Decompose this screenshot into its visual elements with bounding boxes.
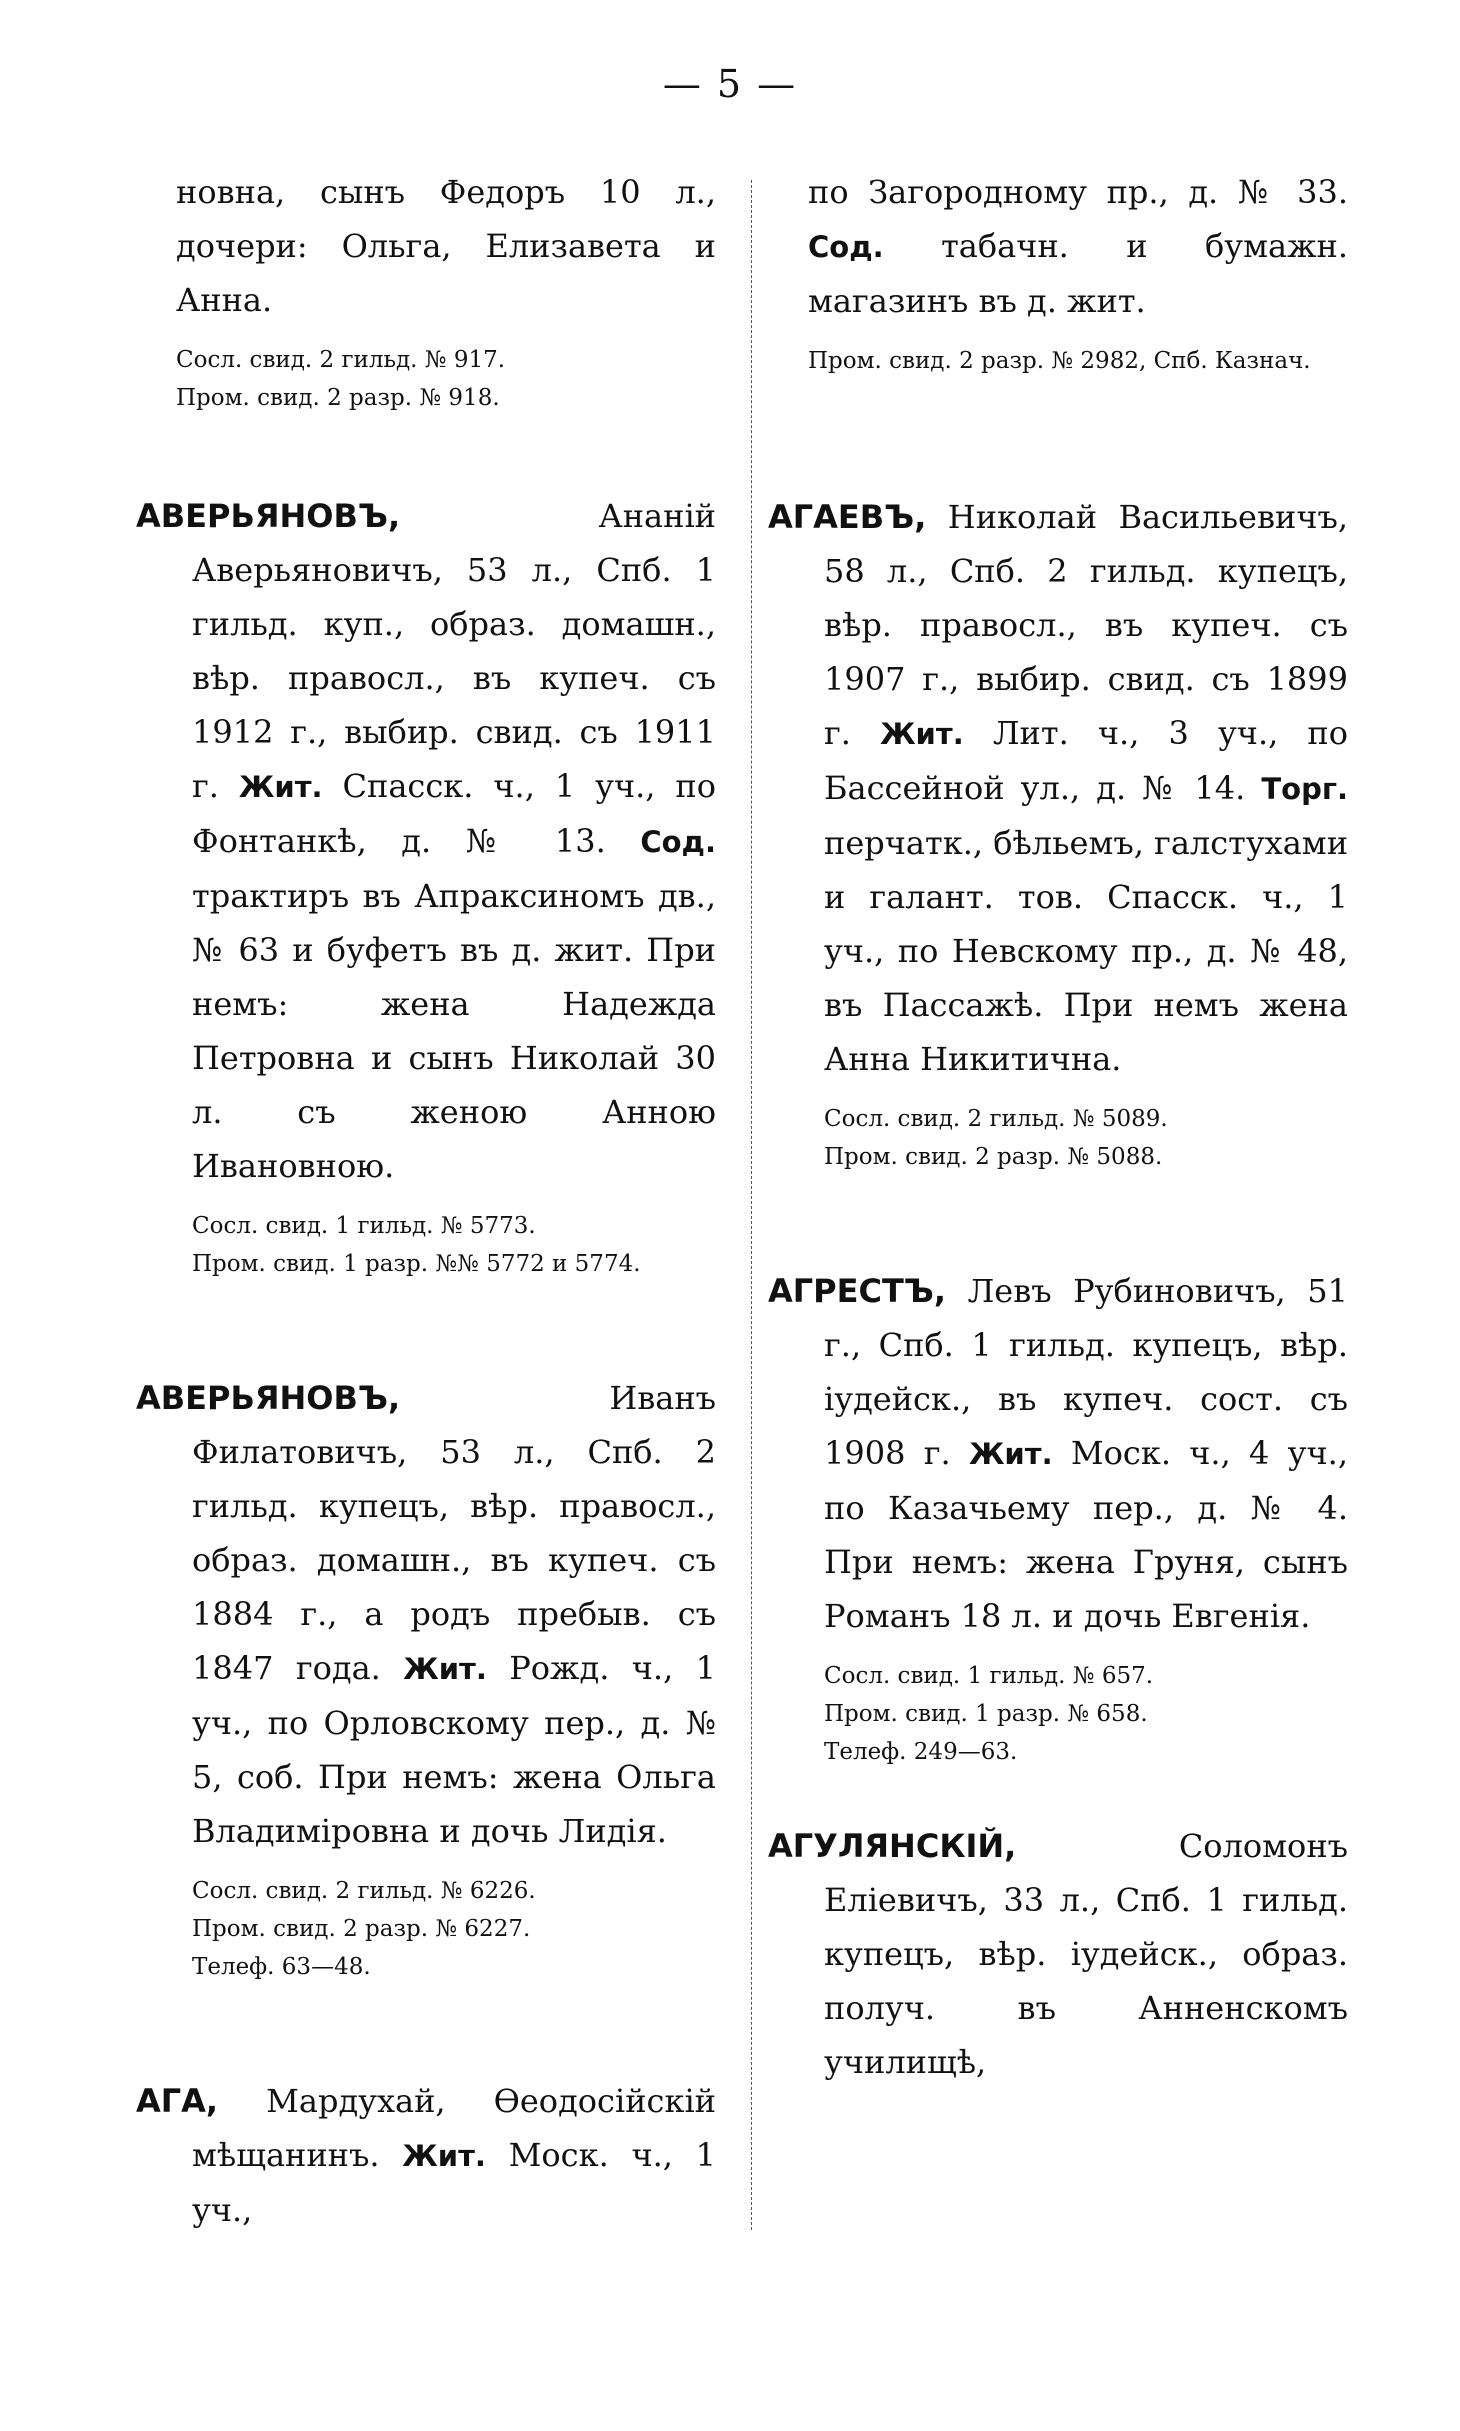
keyword-residence: Жит. xyxy=(968,1437,1053,1471)
entry-surname: АВЕРЬЯНОВЪ, xyxy=(136,1379,401,1417)
entry-text-part: Соломонъ Еліевичъ, 33 л., Спб. 1 гильд. купецъ, вѣр. іудейск., образ. получ. въ Анненскомъ училищѣ, xyxy=(824,1827,1348,2081)
entry-agaev xyxy=(768,490,1348,1176)
entry-surname: АГА, xyxy=(136,2082,219,2120)
entry-text xyxy=(768,1819,1348,2089)
entry-text-part: Левъ Рубиновичъ, 51 г., Спб. 1 гильд. купецъ, вѣр. іудейск., въ купеч. сост. съ 1908 г. xyxy=(824,1272,1348,1472)
entry-text-part: Ананій Аверьяновичъ, 53 л., Спб. 1 гильд. куп., образ. домашн., вѣр. правосл., въ купеч. съ 1912 г., выбир. свид. съ 1911 г. xyxy=(192,497,716,805)
entry-text xyxy=(768,165,1348,328)
entry-text: новна, сынъ Федоръ 10 л., дочери: Ольга, Елизавета и Анна. xyxy=(176,173,716,319)
note-line: Пром. свид. 2 разр. № 2982, Спб. Казнач. xyxy=(808,348,1311,374)
keyword-business: Сод. xyxy=(808,230,884,264)
entry-agulyanskiy xyxy=(768,1819,1348,2089)
entry-text xyxy=(136,1371,716,1858)
entry-text-part: Моск. ч., 4 уч., по Казачьему пер., д. № 4. При немъ: жена Груня, сынъ Романъ 18 л. и дочь Евгенія. xyxy=(824,1434,1349,1635)
entry-text-part: Рожд. ч., 1 уч., по Орловскому пер., д. № 5, соб. При немъ: жена Ольга Владиміровна и дочь Лидія. xyxy=(192,1649,716,1850)
entry-text xyxy=(136,2074,716,2237)
entry-averyanov-ivan xyxy=(136,1371,716,1986)
note-line: Сосл. свид. 2 гильд. № 917. xyxy=(176,347,506,373)
note-line: Пром. свид. 1 разр. №№ 5772 и 5774. xyxy=(192,1251,641,1277)
entry-surname: АГУЛЯНСКІЙ, xyxy=(768,1827,1017,1865)
entry-text-part: перчатк., бѣльемъ, галстухами и галант. тов. Спасск. ч., 1 уч., по Невскому пр., д. № 48, въ Пассажѣ. При немъ жена Анна Никитична. xyxy=(824,824,1349,1078)
note-line: Телеф. 63—48. xyxy=(192,1954,371,1980)
entry-text-part: Лит. ч., 3 уч., по Бассейной ул., д. № 14. xyxy=(824,714,1349,807)
keyword-residence: Жит. xyxy=(402,2139,486,2173)
entry-text-part: трактиръ въ Апраксиномъ дв., № 63 и буфетъ въ д. жит. При немъ: жена Надежда Петровна и сынъ Николай 30 л. съ женою Анною Ивановною. xyxy=(192,877,716,1185)
entry-text xyxy=(768,490,1348,1086)
entry-text-part: Николай Васильевичъ, 58 л., Спб. 2 гильд. купецъ, вѣр. правосл., въ купеч. съ 1907 г., выбир. свид. съ 1899 г. xyxy=(824,498,1348,752)
entry-surname: АГАЕВЪ, xyxy=(768,498,927,536)
keyword-residence: Жит. xyxy=(403,1652,487,1686)
entry-surname: АВЕРЬЯНОВЪ, xyxy=(136,497,401,535)
entry-notes xyxy=(768,1657,1348,1771)
entry-text-part: по Загородному пр., д. № 33. xyxy=(808,173,1348,211)
left-column xyxy=(136,165,716,2237)
entry-text-part: Спасск. ч., 1 уч., по Фонтанкѣ, д. № 13. xyxy=(192,767,716,860)
entry-notes xyxy=(136,1872,716,1986)
note-line: Пром. свид. 2 разр. № 6227. xyxy=(192,1916,531,1942)
entry-notes xyxy=(136,341,716,417)
entry-averyanov-ananiy xyxy=(136,489,716,1283)
entry-text xyxy=(768,1264,1348,1643)
entry-continuation-right xyxy=(768,165,1348,380)
entry-notes xyxy=(768,342,1348,380)
note-line: Пром. свид. 1 разр. № 658. xyxy=(824,1701,1148,1727)
entry-continuation-left xyxy=(136,165,716,417)
note-line: Пром. свид. 2 разр. № 918. xyxy=(176,385,500,411)
note-line: Телеф. 249—63. xyxy=(824,1739,1018,1765)
note-line: Сосл. свид. 2 гильд. № 6226. xyxy=(192,1878,536,1904)
entry-surname: АГРЕСТЪ, xyxy=(768,1272,946,1310)
note-line: Пром. свид. 2 разр. № 5088. xyxy=(824,1144,1163,1170)
keyword-trade: Торг. xyxy=(1261,772,1348,806)
note-line: Сосл. свид. 1 гильд. № 5773. xyxy=(192,1213,536,1239)
entry-notes xyxy=(136,1207,716,1283)
entry-text-part: Иванъ Филатовичъ, 53 л., Спб. 2 гильд. купецъ, вѣр. правосл., образ. домашн., въ купеч. съ 1884 г., а родъ пребыв. съ 1847 года. xyxy=(192,1379,716,1687)
page-number: — 5 — xyxy=(662,62,798,106)
entry-text-part: табачн. и бумажн. магазинъ въ д. жит. xyxy=(808,227,1348,320)
entry-notes xyxy=(768,1100,1348,1176)
note-line: Сосл. свид. 2 гильд. № 5089. xyxy=(824,1106,1168,1132)
keyword-business: Сод. xyxy=(640,825,716,859)
entry-agrest xyxy=(768,1264,1348,1771)
entry-aga xyxy=(136,2074,716,2237)
column-divider xyxy=(751,180,752,2230)
keyword-residence: Жит. xyxy=(238,770,323,804)
entry-text xyxy=(136,489,716,1193)
note-line: Сосл. свид. 1 гильд. № 657. xyxy=(824,1663,1154,1689)
entry-text-part: Моск. ч., 1 уч., xyxy=(192,2136,717,2229)
keyword-residence: Жит. xyxy=(880,717,964,751)
right-column xyxy=(768,165,1348,2089)
entry-text-part: Мардухай, Ѳеодосійскій мѣщанинъ. xyxy=(192,2082,716,2174)
